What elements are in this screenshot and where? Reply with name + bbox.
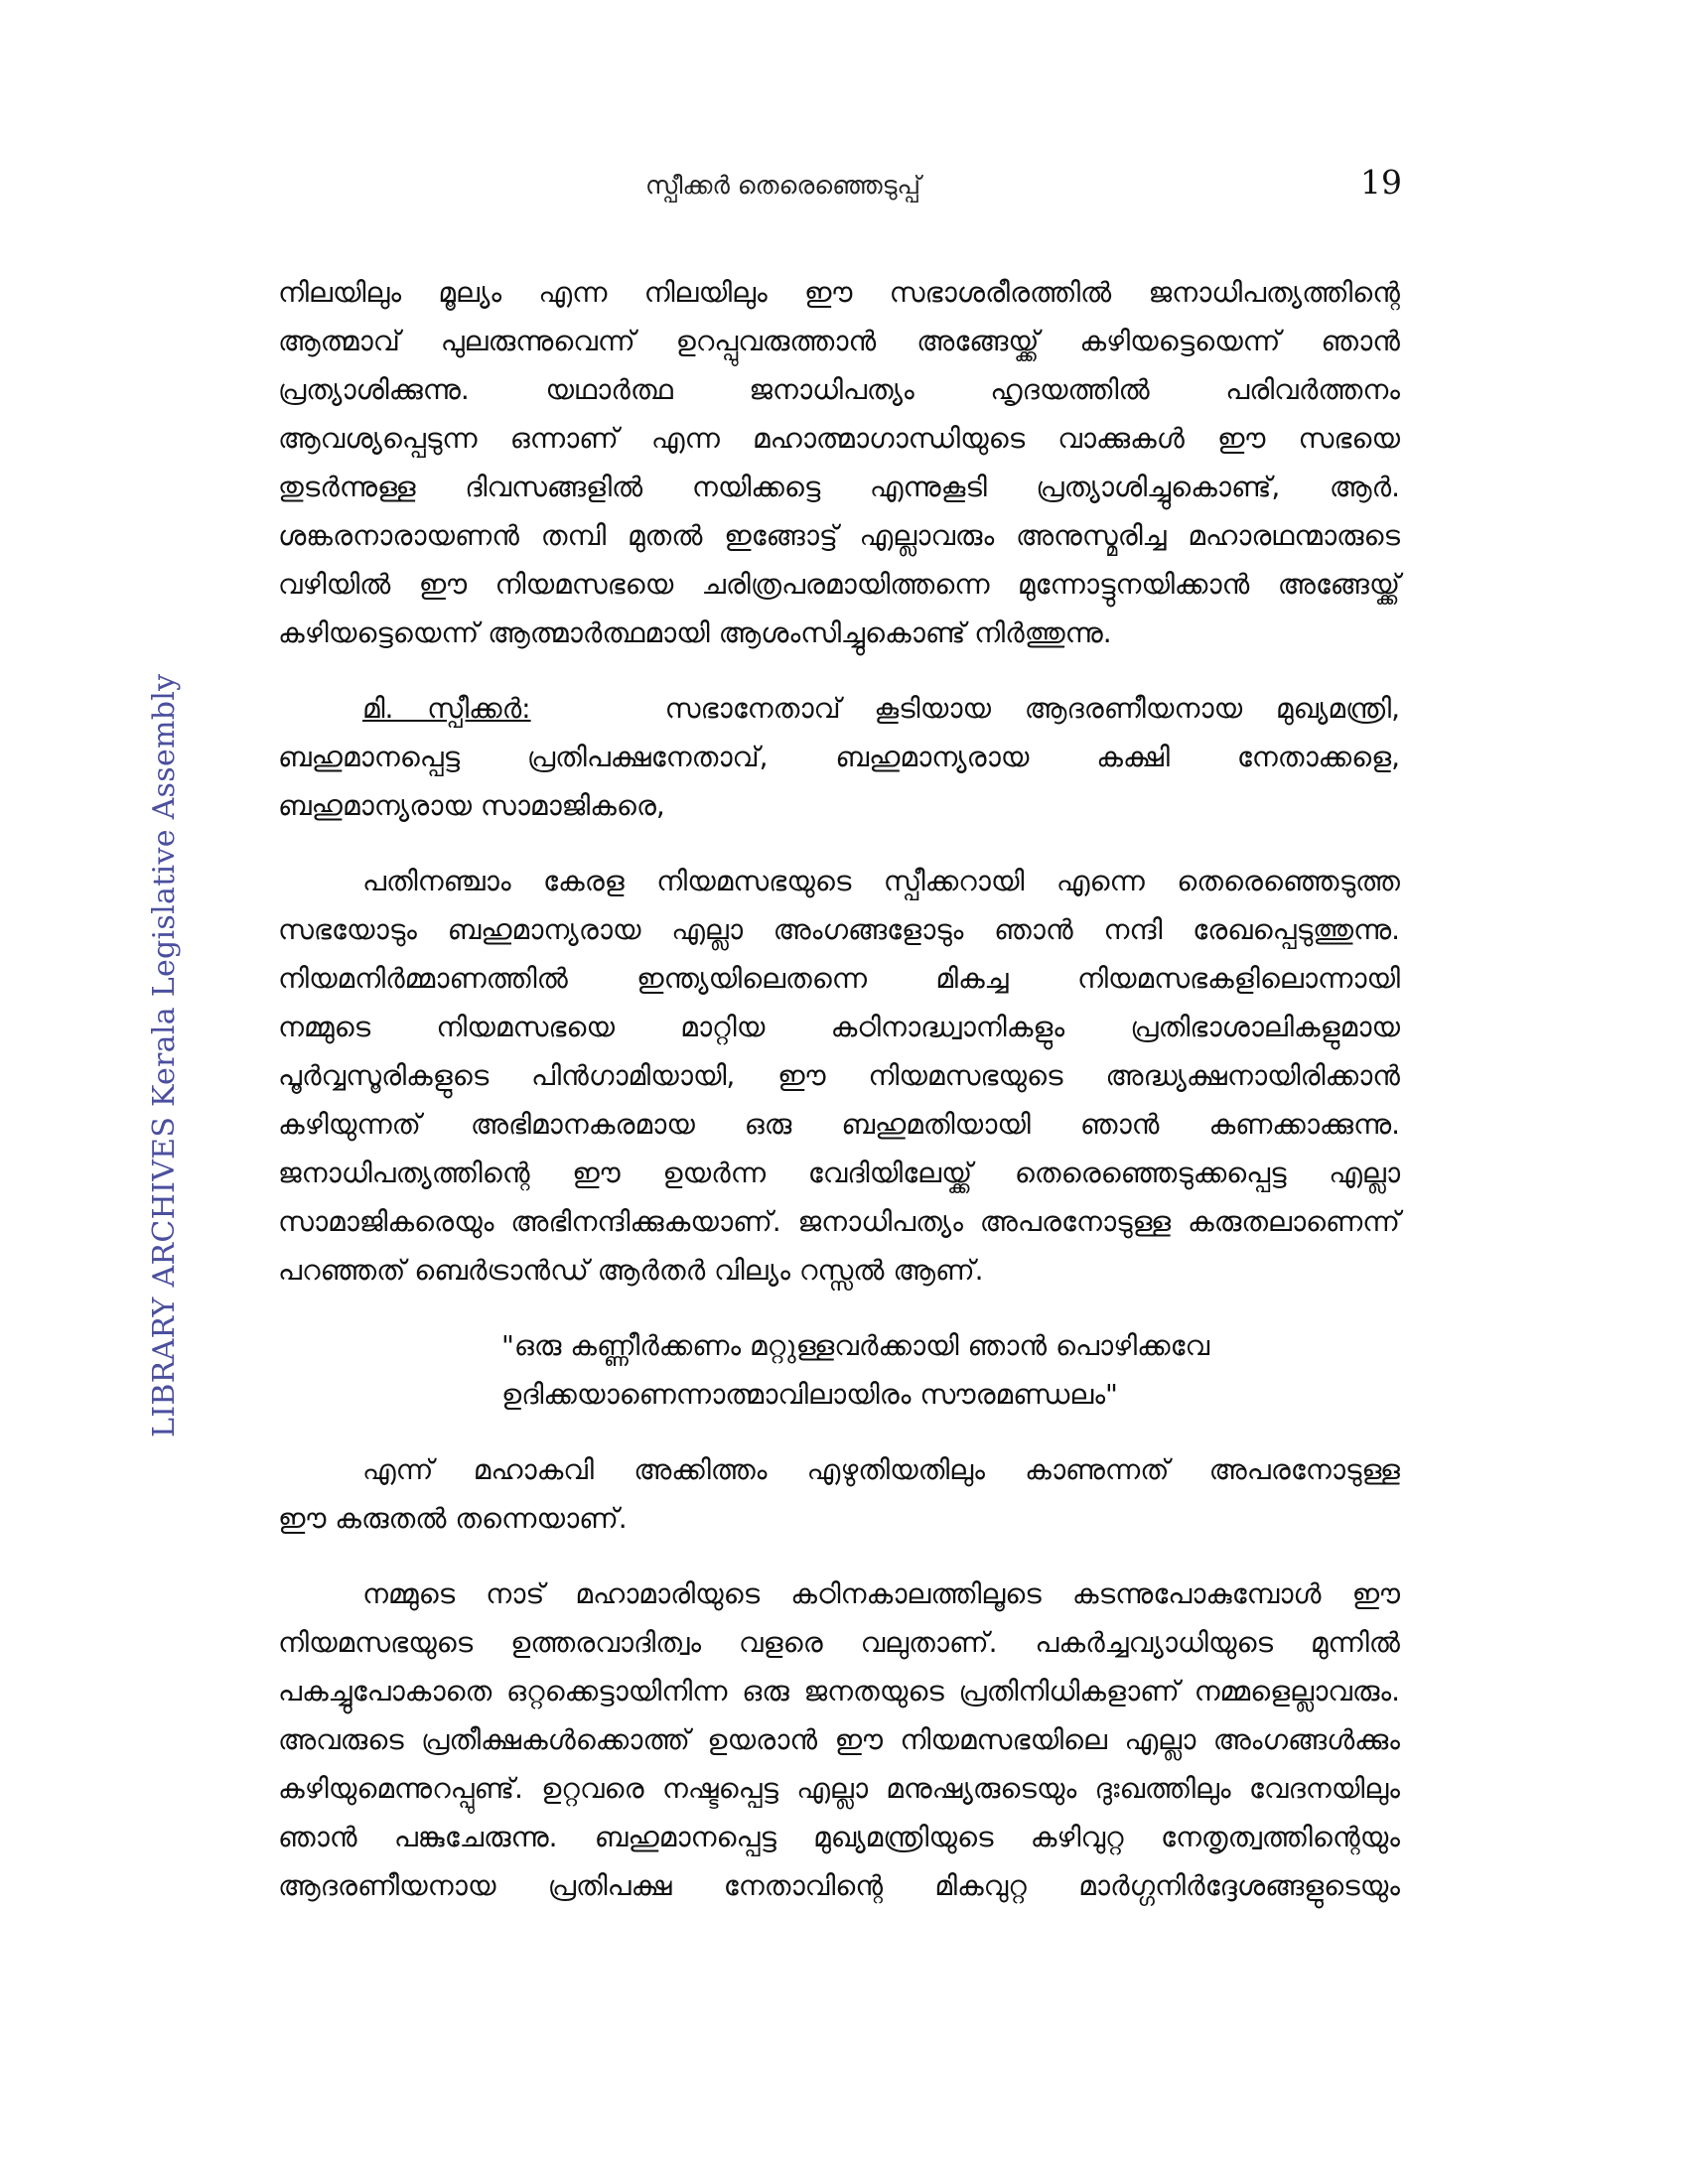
text-line: നിലയിലും മൂല്യം എന്ന നിലയിലും ഈ സഭാശരീരത്തിൽ ജനാധിപത്യത്തിന്റെ — [278, 276, 1400, 309]
text-line: സഭയോടും ബഹുമാന്യരായ എല്ലാ അംഗങ്ങളോടും ഞാൻ നന്ദി രേഖപ്പെടുത്തുന്നു. — [278, 913, 1400, 946]
text-line: ജനാധിപത്യത്തിന്റെ ഈ ഉയർന്ന വേദിയിലേയ്ക്ക് തെരെഞ്ഞെടുക്കപ്പെട്ട എല്ലാ — [278, 1157, 1400, 1189]
text-line: നമ്മുടെ നാട് മഹാമാരിയുടെ കഠിനകാലത്തിലൂടെ കടന്നുപോകുമ്പോൾ ഈ — [362, 1577, 1400, 1610]
paragraph-3 — [278, 857, 1400, 1295]
quote-line: "ഒരു കണ്ണീർക്കണം മറ്റുള്ളവർക്കായി ഞാൻ പൊഴിക്കവേ — [501, 1329, 1210, 1362]
paragraph-5 — [278, 1570, 1400, 1910]
text-line: തുടർന്നുള്ള ദിവസങ്ങളിൽ നയിക്കട്ടെ എന്നുകൂടി പ്രത്യാശിച്ചുകൊണ്ട്, ആർ. — [278, 471, 1400, 503]
text-line: പ്രത്യാശിക്കുന്നു. യഥാർത്ഥ ജനാധിപത്യം ഹൃദയത്തിൽ പരിവർത്തനം — [278, 373, 1400, 406]
text-line: നിയമനിർമ്മാണത്തിൽ ഇന്ത്യയിലെതന്നെ മികച്ച നിയമസഭകളിലൊന്നായി — [278, 962, 1400, 995]
document-body — [278, 268, 1400, 1910]
text-line: വഴിയിൽ ഈ നിയമസഭയെ ചരിത്രപരമായിത്തന്നെ മുന്നോട്ടുനയിക്കാൻ അങ്ങേയ്ക്ക് — [278, 568, 1400, 601]
speaker-label: മി. സ്പീക്കർ: — [362, 692, 531, 725]
text-line: നമ്മുടെ നിയമസഭയെ മാറ്റിയ കഠിനാദ്ധ്വാനികളും പ്രതിഭാശാലികളുമായ — [278, 1011, 1400, 1043]
text-line: ശങ്കരനാരായണൻ തമ്പി മുതൽ ഇങ്ങോട്ട് എല്ലാവരും അനുസ്മരിച്ച മഹാരഥന്മാരുടെ — [278, 519, 1400, 552]
text-line: ഞാൻ പങ്കുചേരുന്നു. ബഹുമാനപ്പെട്ട മുഖ്യമന്ത്രിയുടെ കഴിവുറ്റ നേതൃത്വത്തിന്റെയും — [278, 1821, 1400, 1853]
text-line: കഴിയുന്നത് അഭിമാനകരമായ ഒരു ബഹുമതിയായി ഞാൻ കണക്കാക്കുന്നു. — [278, 1108, 1400, 1141]
text-line: കഴിയുമെന്നുറപ്പുണ്ട്. ഉറ്റവരെ നഷ്ടപ്പെട്ട എല്ലാ മനുഷ്യരുടെയും ദുഃഖത്തിലും വേദനയിലും — [278, 1772, 1400, 1805]
text-line: എന്ന് മഹാകവി അക്കിത്തം എഴുതിയതിലും കാണുന്നത് അപരനോടുള്ള — [362, 1453, 1400, 1486]
poem-quote — [501, 1321, 1296, 1419]
paragraph-1 — [278, 268, 1400, 657]
speaker-line-rest: സഭാനേതാവ് കൂടിയായ ആദരണീയനായ മുഖ്യമന്ത്രി, — [664, 692, 1400, 725]
page-header — [0, 163, 1688, 210]
text-line: കഴിയട്ടെയെന്ന് ആത്മാർത്ഥമായി ആശംസിച്ചുകൊണ്ട് നിർത്തുന്നു. — [278, 616, 1112, 649]
text-line: ബഹുമാന്യരായ സാമാജികരെ, — [278, 789, 665, 822]
text-line: അവരുടെ പ്രതീക്ഷകൾക്കൊത്ത് ഉയരാൻ ഈ നിയമസഭയിലെ എല്ലാ അംഗങ്ങൾക്കും — [278, 1723, 1400, 1756]
quote-line: ഉദിക്കയാണെന്നാത്മാവിലായിരം സൗരമണ്ഡലം" — [501, 1378, 1118, 1411]
text-line: ആദരണീയനായ പ്രതിപക്ഷ നേതാവിന്റെ മികവുറ്റ മാർഗ്ഗനിർദ്ദേശങ്ങളുടെയും — [278, 1869, 1400, 1902]
paragraph-speaker — [278, 684, 1400, 830]
page-number: 19 — [1360, 163, 1402, 202]
text-line: ആവശ്യപ്പെടുന്ന ഒന്നാണ് എന്ന മഹാത്മാഗാന്ധിയുടെ വാക്കുകൾ ഈ സഭയെ — [278, 422, 1400, 455]
text-line: ആത്മാവ് പുലരുന്നുവെന്ന് ഉറപ്പുവരുത്താൻ അങ്ങേയ്ക്ക് കഴിയട്ടെയെന്ന് ഞാൻ — [278, 325, 1400, 357]
archive-watermark: LIBRARY ARCHIVES Kerala Legislative Assembly — [147, 673, 182, 1437]
text-line: പറഞ്ഞത് ബെർട്രാൻഡ് ആർതർ വില്യം റസ്സൽ ആണ്. — [278, 1254, 984, 1287]
text-line: പൂർവ്വസൂരികളുടെ പിൻഗാമിയായി, ഈ നിയമസഭയുടെ അദ്ധ്യക്ഷനായിരിക്കാൻ — [278, 1059, 1400, 1092]
text-line: പകച്ചുപോകാതെ ഒറ്റക്കെട്ടായിനിന്ന ഒരു ജനതയുടെ പ്രതിനിധികളാണ് നമ്മളെല്ലാവരും. — [278, 1675, 1400, 1707]
text-line — [278, 684, 1400, 733]
text-line: നിയമസഭയുടെ ഉത്തരവാദിത്വം വളരെ വലുതാണ്. പകർച്ചവ്യാധിയുടെ മുന്നിൽ — [278, 1626, 1400, 1659]
text-line: ഈ കരുതൽ തന്നെയാണ്. — [278, 1502, 628, 1535]
paragraph-4 — [278, 1445, 1400, 1543]
text-line: ബഹുമാനപ്പെട്ട പ്രതിപക്ഷനേതാവ്, ബഹുമാന്യരായ കക്ഷി നേതാക്കളെ, — [278, 741, 1400, 773]
text-line: സാമാജികരെയും അഭിനന്ദിക്കുകയാണ്. ജനാധിപത്യം അപരനോടുള്ള കരുതലാണെന്ന് — [278, 1205, 1400, 1238]
running-title: സ്പീക്കർ തെരെഞ്ഞെടുപ്പ് — [645, 171, 920, 200]
text-line: പതിനഞ്ചാം കേരള നിയമസഭയുടെ സ്പീക്കറായി എന്നെ തെരെഞ്ഞെടുത്ത — [362, 865, 1400, 897]
